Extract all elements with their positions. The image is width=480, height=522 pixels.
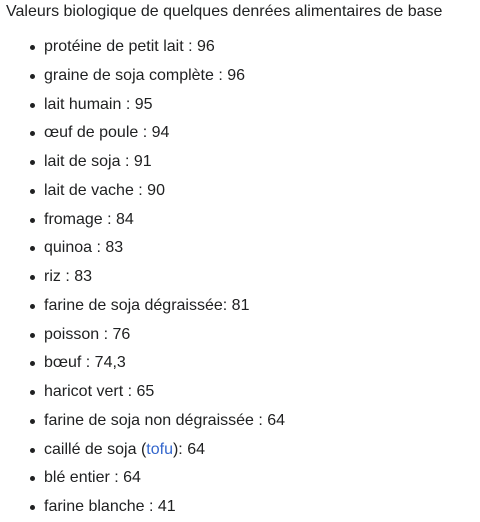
list-heading: Valeurs biologique de quelques denrées alimentaires de base [6, 3, 443, 20]
food-value-list [0, 33, 480, 522]
list-item [0, 321, 480, 350]
list-item-text: quinoa : 83 [44, 239, 124, 257]
list-item [0, 177, 480, 206]
list-item-text: blé entier : 64 [44, 469, 141, 487]
list-item-text: riz : 83 [44, 268, 93, 285]
list-item-text-after: ): 64 [172, 440, 205, 458]
list-item-text [44, 436, 205, 465]
bullet-icon [30, 160, 35, 165]
bullet-icon [30, 189, 35, 194]
list-item [0, 263, 480, 292]
list-item [0, 148, 480, 177]
list-item-text: lait de vache : 90 [44, 181, 165, 199]
bullet-icon [30, 74, 35, 79]
bullet-icon [30, 131, 35, 136]
list-item-text: farine de soja dégraissée: 81 [44, 296, 250, 314]
list-item-text: lait humain : 95 [44, 95, 153, 113]
list-item [0, 378, 480, 407]
bullet-icon [30, 275, 35, 280]
bullet-icon [30, 448, 35, 453]
bullet-icon [30, 361, 35, 366]
list-item-text: bœuf : 74,3 [44, 354, 126, 372]
list-item-text: lait de soja : 91 [44, 153, 152, 170]
bullet-icon [30, 476, 35, 481]
list-item-text: œuf de poule : 94 [44, 124, 170, 142]
bullet-icon [30, 304, 35, 309]
list-item [0, 292, 480, 321]
list-item [0, 349, 480, 378]
list-item [0, 33, 480, 62]
list-item-text: haricot vert : 65 [44, 383, 155, 400]
list-item [0, 436, 480, 465]
bullet-icon [30, 419, 35, 424]
list-item [0, 91, 480, 120]
bullet-icon [30, 505, 35, 510]
list-item-text: farine de soja non dégraissée : 64 [44, 411, 286, 429]
bullet-icon [30, 103, 35, 108]
list-item [0, 464, 480, 493]
list-item-text: farine blanche : 41 [44, 498, 176, 515]
list-item [0, 119, 480, 148]
list-item-text: fromage : 84 [44, 210, 134, 228]
list-item-text-before: caillé de soja ( [44, 440, 147, 458]
list-item [0, 206, 480, 235]
bullet-icon [30, 218, 35, 223]
bullet-icon [30, 246, 35, 251]
tofu-link[interactable]: tofu [146, 440, 173, 458]
list-item-text: graine de soja complète : 96 [44, 66, 246, 84]
list-item [0, 62, 480, 91]
list-item [0, 407, 480, 436]
list-item [0, 234, 480, 263]
list-item-text: protéine de petit lait : 96 [44, 38, 215, 55]
list-item [0, 493, 480, 522]
bullet-icon [30, 333, 35, 338]
list-item-text: poisson : 76 [44, 325, 131, 343]
bullet-icon [30, 390, 35, 395]
bullet-icon [30, 45, 35, 50]
